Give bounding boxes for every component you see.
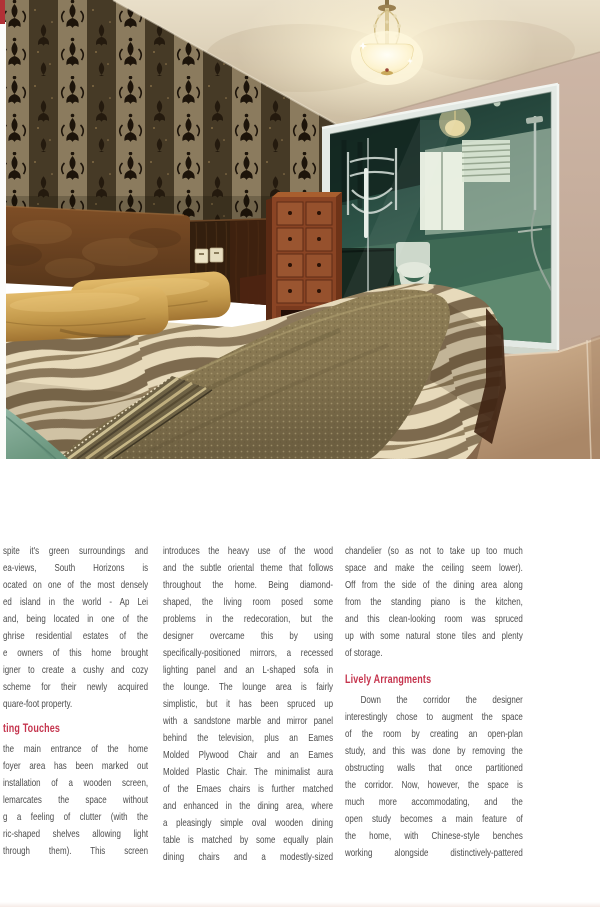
text-line: ghrise residential estates of the (3, 631, 149, 642)
text-line: installation of a wooden screen, (3, 778, 149, 789)
column-middle (163, 543, 333, 866)
text-line: ed island in the world - Ap Lei (3, 597, 149, 608)
text-line: lemarcates the space without (3, 795, 149, 806)
text-line: and, being located in one of the (3, 614, 149, 625)
text-line: with a sandstone marble and mirror panel (163, 716, 334, 727)
text-line: much more accommodating, and the (345, 797, 523, 808)
text-line: quare-foot property. (3, 699, 73, 710)
left-paragraph-1 (3, 543, 148, 713)
column-right (345, 543, 523, 862)
text-line: table is matched by some equally plain (163, 835, 334, 846)
text-line: dining chairs and a modestly-sized (163, 852, 334, 863)
text-line: ocated on one of the most densely (3, 580, 149, 591)
text-line: and the subtle oriental theme that follows (163, 563, 334, 574)
scan-white-edge (0, 22, 6, 459)
text-line: obstructing walls that once partitioned (345, 763, 523, 774)
right-paragraph-2 (345, 692, 523, 862)
page-bottom-tint (0, 902, 600, 907)
text-line: open study becomes a main feature of (345, 814, 523, 825)
text-line: scheme for their newly acquired (3, 682, 149, 693)
text-line: a pleasingly simple oval wooden dining (163, 818, 334, 829)
section-heading-left: ting Touches (3, 723, 61, 735)
text-line: throughout the home. Being diamond- (163, 580, 334, 591)
text-line: of storage. (345, 648, 383, 659)
section-heading-right: Lively Arrangments (345, 674, 432, 686)
middle-paragraph (163, 543, 333, 866)
text-line: interestingly chose to augment the space (345, 712, 523, 723)
text-line: Off from the side of the dining area along (345, 580, 523, 591)
text-line: of the Emaes chairs is further matched (163, 784, 334, 795)
text-line: the lounge. The lounge area is fairly (163, 682, 334, 693)
text-line: problems in the redecoration, but the (163, 614, 334, 625)
text-line: introduces the heavy use of the wood (163, 546, 334, 557)
text-line: behind the television, plus an Eames (163, 733, 334, 744)
text-line: simplistic, but it has been spruced up (163, 699, 334, 710)
text-line: of the room by creating an open-plan (345, 729, 523, 740)
text-line: Molded Plastic Chair. The minimalist aura (163, 767, 334, 778)
text-line: shaped, the living room posed some (163, 597, 334, 608)
text-line: space and make the ceiling seem lower). (345, 563, 523, 574)
column-left (3, 543, 148, 860)
text-line: and enhanced in the dining area, where (163, 801, 334, 812)
text-line: the home, with Chinese-style benches (345, 831, 523, 842)
text-line: from the standing piano is the kitchen, (345, 597, 523, 608)
text-line: foyer area has been marked out (3, 761, 149, 772)
nightstand (240, 274, 266, 305)
text-line: lighting panel and an L-shaped sofa in (163, 665, 334, 676)
text-line: and this clean-looking room was spruced (345, 614, 523, 625)
text-line: e owners of this home brought (3, 648, 149, 659)
text-line: chandelier (so as not to take up too much (345, 546, 523, 557)
text-line: study, and this was done by removing the (345, 746, 523, 757)
text-line: Down the corridor the designer (360, 695, 523, 706)
text-line: up with some natural stone tiles and plenty (345, 631, 523, 642)
text-line: g a feeling of clutter (with the (3, 812, 149, 823)
left-paragraph-2 (3, 741, 148, 860)
text-line: the corridor. Now, however, the space is (345, 780, 523, 791)
text-line: specifically-positioned mirrors, a recessed (163, 648, 334, 659)
scan-red-edge (0, 0, 5, 24)
text-line: ric-shaped shelves allowing light (3, 829, 149, 840)
text-line: ea-views, South Horizons is (3, 563, 149, 574)
right-paragraph-1 (345, 543, 523, 662)
text-line: designer overcame this by using (163, 631, 334, 642)
text-line: the main entrance of the home (3, 744, 149, 755)
text-line: spite it's green surroundings and (3, 546, 149, 557)
text-line: working alongside distinctively-pattered (345, 848, 523, 859)
text-line: igner to create a cushy and cozy (3, 665, 149, 676)
text-line: through them). This screen (3, 846, 149, 857)
text-line: Molded Plywood Chair and an Eames (163, 750, 334, 761)
